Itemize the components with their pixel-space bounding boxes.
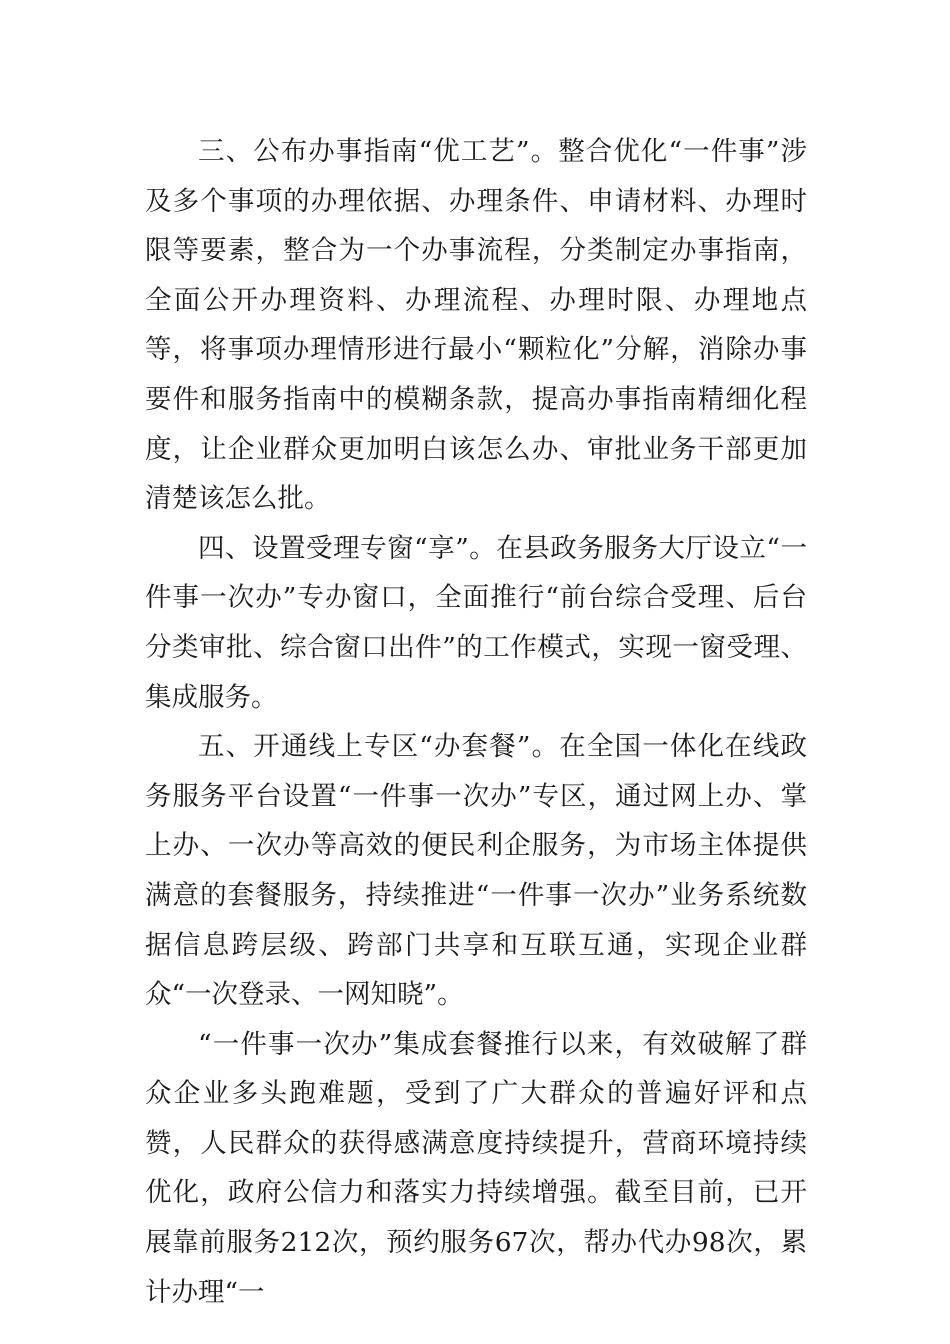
document-body (145, 127, 807, 1317)
paragraph-publish-guide: 三、公布办事指南“优工艺”。整合优化“一件事”涉及多个事项的办理依据、办理条件、申请材料、办理时限等要素，整合为一个办事流程，分类制定办事指南，全面公开办理资料、办理流程、办理时限、办理地点等，将事项办理情形进行最小“颗粒化”分解，消除办事要件和服务指南中的模糊条款，提高办事指南精细化程度，让企业群众更加明白该怎么办、审批业务干部更加清楚该怎么批。 (145, 136, 807, 515)
paragraph-service-window: 四、设置受理专窗“享”。在县政务服务大厅设立“一件事一次办”专办窗口，全面推行“前台综合受理、后台分类审批、综合窗口出件”的工作模式，实现一窗受理、集成服务。 (145, 532, 807, 713)
paragraph-results-summary: “一件事一次办”集成套餐推行以来，有效破解了群众企业多头跑难题，受到了广大群众的普遍好评和点赞，人民群众的获得感满意度持续提升，营商环境持续优化，政府公信力和落实力持续增强。截至目前，已开展靠前服务212次，预约服务67次，帮办代办98次，累计办理“一 (145, 1028, 807, 1308)
paragraph-online-zone: 五、开通线上专区“办套餐”。在全国一体化在线政务服务平台设置“一件事一次办”专区，通过网上办、掌上办、一次办等高效的便民利企服务，为市场主体提供满意的套餐服务，持续推进“一件事一次办”业务系统数据信息跨层级、跨部门共享和互联互通，实现企业群众“一次登录、一网知晓”。 (145, 731, 807, 1011)
